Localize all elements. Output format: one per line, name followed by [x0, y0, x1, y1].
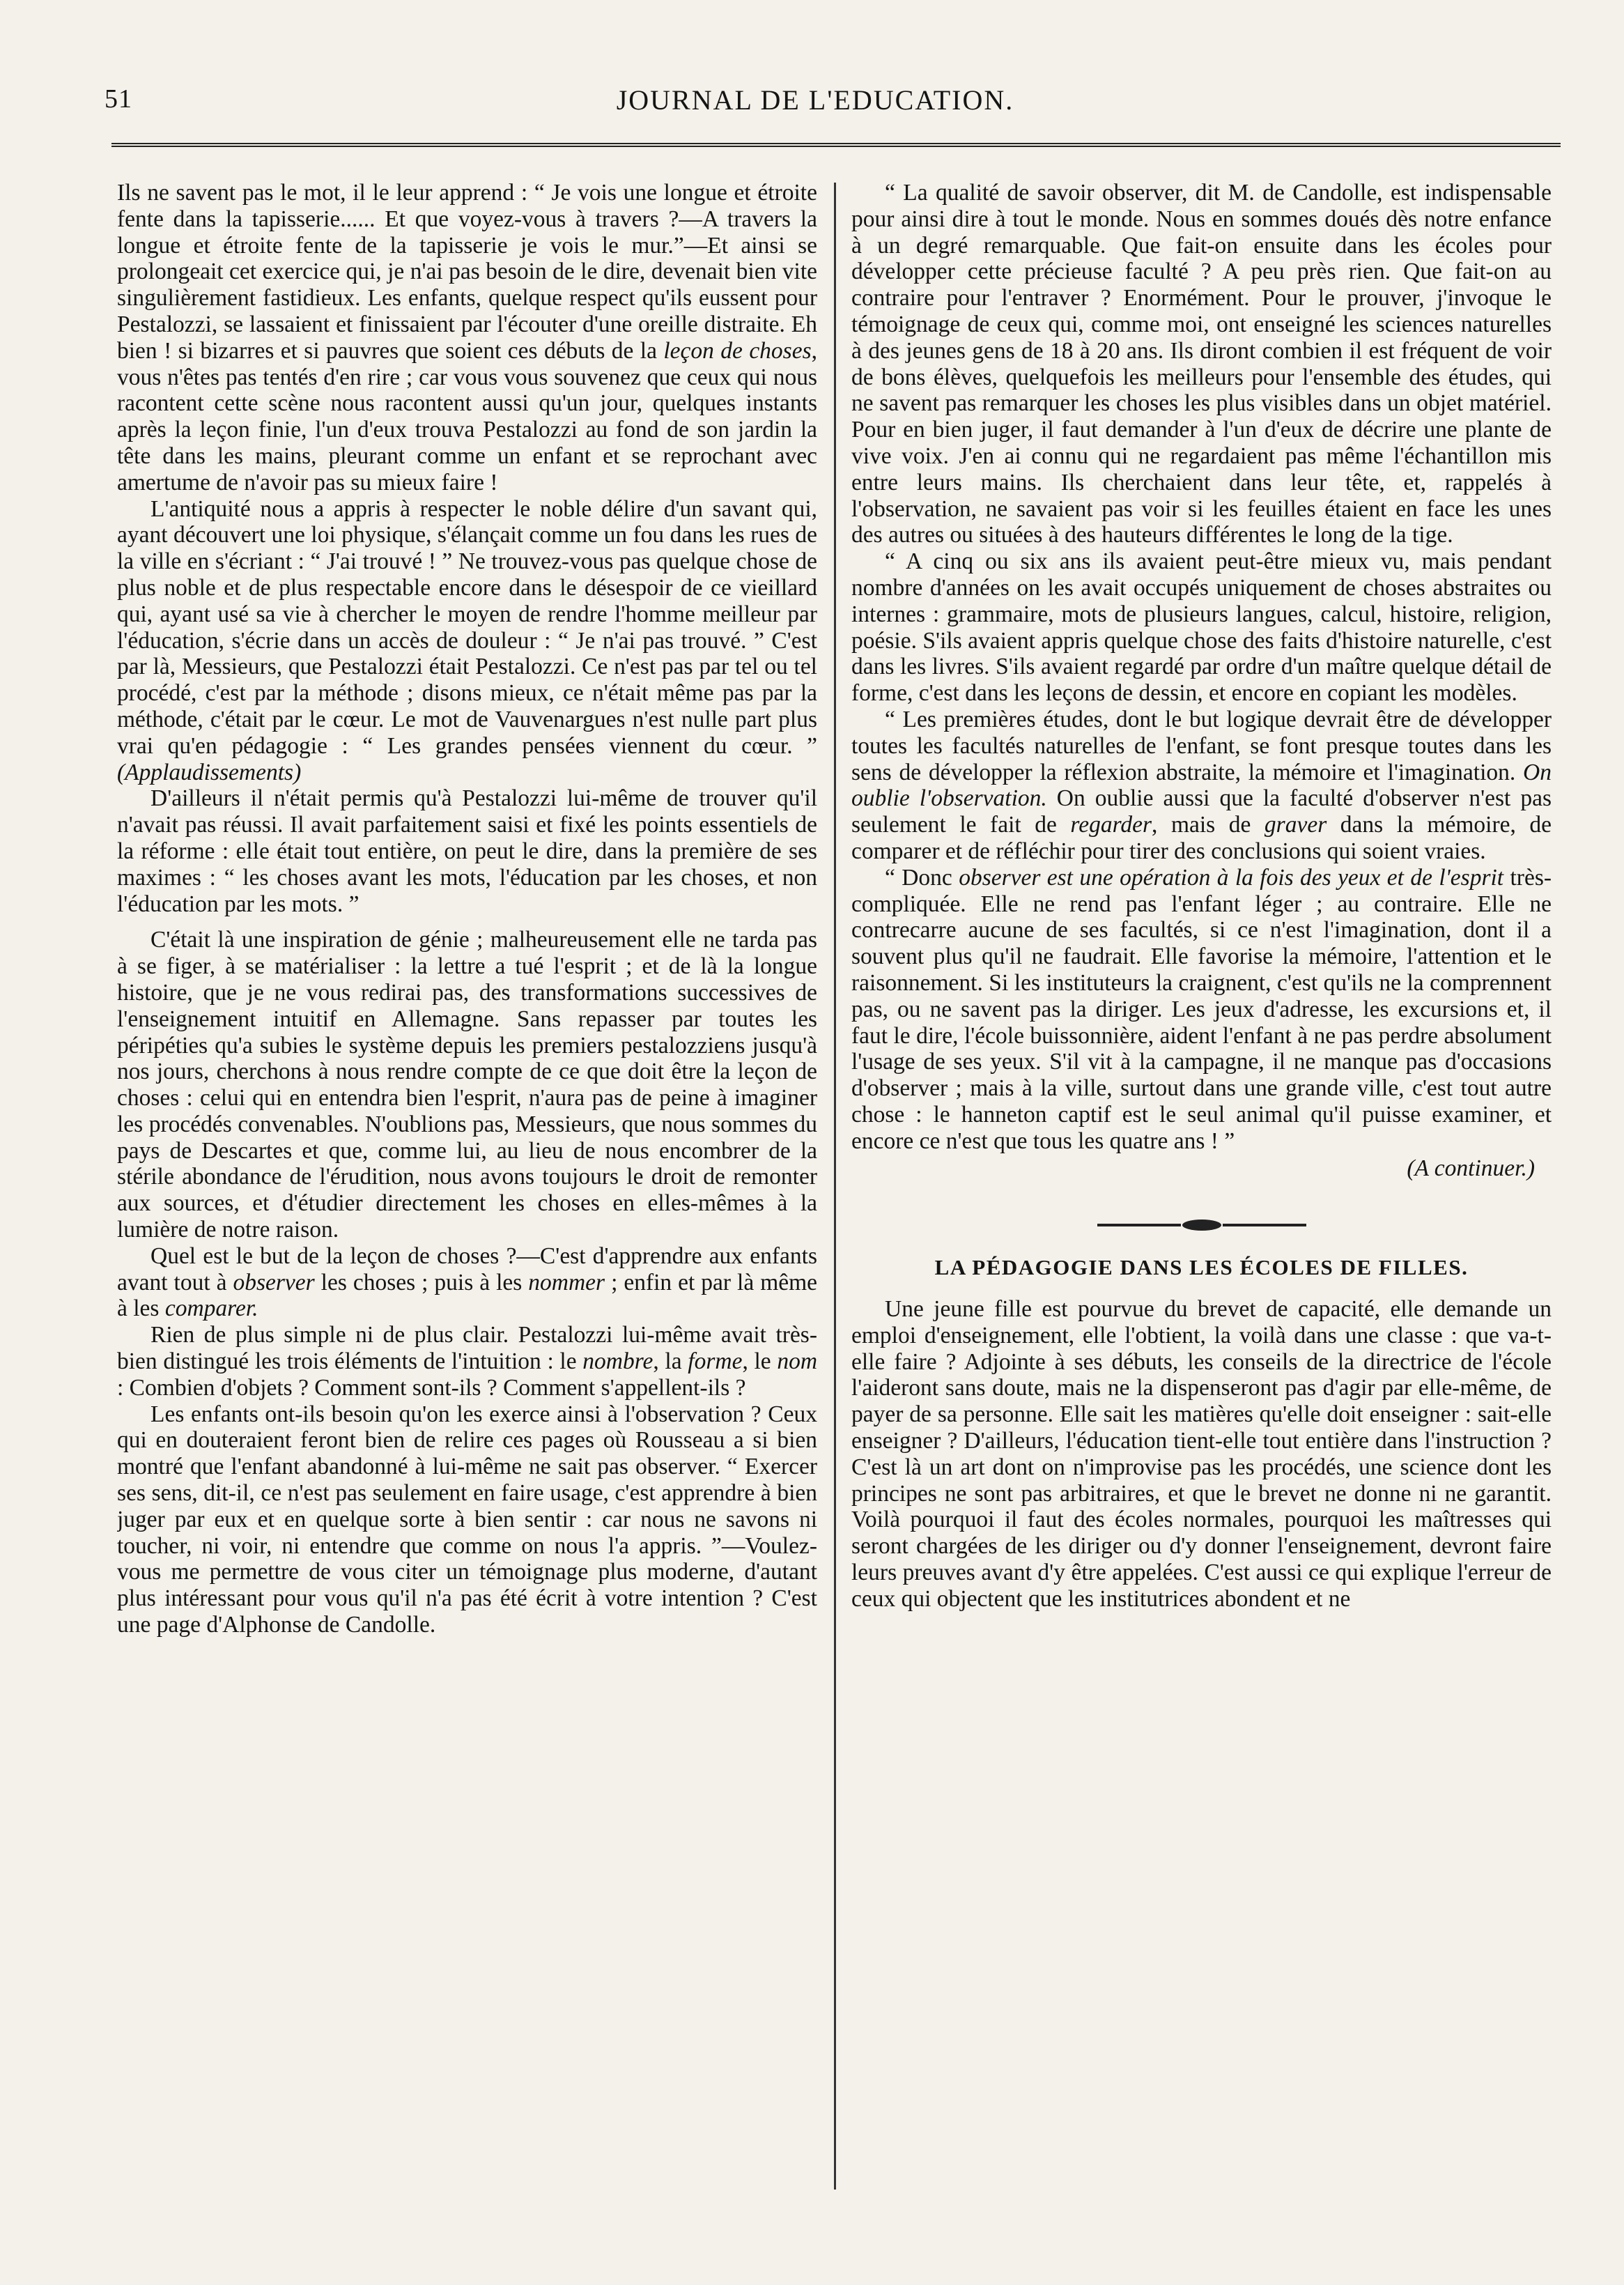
page-number: 51: [105, 84, 132, 114]
section-heading: LA PÉDAGOGIE DANS LES ÉCOLES DE FILLES.: [934, 1255, 1469, 1280]
ornament-center-mark: [1182, 1220, 1221, 1231]
left-paragraph-3: D'ailleurs il n'était permis qu'à Pestalozzi lui-même de trouver qu'il n'avait pas réussi. Il avait parfaitement saisi et fixé les points essentiels de la réforme : elle était tout entière, on peut le dire, dans la première de ses maximes : “ les choses avant les mots, l'éducation par les choses, et non l'éducation par les mots. ”: [117, 785, 817, 917]
column-rule: [834, 183, 836, 2190]
ornament-right-bar: [1223, 1224, 1306, 1226]
page-header: [105, 84, 1526, 125]
left-paragraph-6: Rien de plus simple ni de plus clair. Pestalozzi lui-même avait très-bien distingué les trois éléments de l'intuition : le nombre, la forme, le nom : Combien d'objets ? Comment sont-ils ? Comment s'appellent-ils ?: [117, 1322, 817, 1401]
right-column: [851, 180, 1552, 2242]
right-paragraph-4: “ Donc observer est une opération à la fois des yeux et de l'esprit très-compliquée. Elle ne rend pas l'enfant léger ; au contraire. Elle ne contrecarre aucune de ses facultés, si ce n'est l'imagination, dont il a souvent plus qu'il ne faudrait. Elle favorise la mémoire, l'attention et le raisonnement. Si les instituteurs la craignent, c'est qu'ils ne la comprennent pas, ou ne savent pas la diriger. Les jeux d'adresse, les excursions et, il faut le dire, l'école buissonnière, aident l'enfant à ne pas perdre absolument l'usage de ses yeux. S'il vit à la campagne, il ne manque pas d'occasions d'observer ; mais à la ville, surtout dans une grande ville, c'est tout autre chose : le hanneton captif est le seul animal qu'il puisse examiner, et encore ce n'est que tous les quatre ans ! ”: [851, 864, 1552, 1154]
running-title: JOURNAL DE L'EDUCATION.: [616, 84, 1014, 116]
left-paragraph-2: L'antiquité nous a appris à respecter le noble délire d'un savant qui, ayant découvert une loi physique, s'élançait comme un fou dans les rues de la ville en s'écriant : “ J'ai trouvé ! ” Ne trouvez-vous pas quelque chose de plus noble et de plus respectable encore dans le désespoir de ce vieillard qui, ayant usé sa vie à chercher le moyen de rendre l'homme meilleur par l'éducation, s'écrie dans un accès de douleur : “ Je n'ai pas trouvé. ” C'est par là, Messieurs, que Pestalozzi était Pestalozzi. Ce n'est pas par tel ou tel procédé, c'est par la méthode ; disons mieux, ce n'était même pas par la méthode, c'était par le cœur. Le mot de Vauvenargues n'est nulle part plus vrai qu'en pédagogie : “ Les grandes pensées viennent du cœur. ” (Applaudissements): [117, 495, 817, 785]
right-paragraph-3: “ Les premières études, dont le but logique devrait être de développer toutes les facultés naturelles de l'enfant, se font presque toutes dans les sens de développer la réflexion abstraite, la mémoire et l'imagination. On oublie l'observation. On oublie aussi que la faculté d'observer n'est pas seulement le fait de regarder, mais de graver dans la mémoire, de comparer et de réfléchir pour tirer des conclusions qui soient vraies.: [851, 706, 1552, 864]
continuation-note: (A continuer.): [1407, 1155, 1535, 1182]
ornament-left-bar: [1097, 1224, 1181, 1226]
right-paragraph-5: Une jeune fille est pourvue du brevet de capacité, elle demande un emploi d'enseignement, elle l'obtient, la voilà dans une classe : que va-t-elle faire ? Adjointe à ses débuts, les conseils de la directrice de l'école l'aideront sans doute, mais ne la dispenseront pas d'agir par elle-même, de payer de sa personne. Elle sait les matières qu'elle doit enseigner : sait-elle enseigner ? D'ailleurs, l'éducation tient-elle tout entière dans l'instruction ? C'est là un art dont on n'improvise pas les procédés, une science dont les principes ne sont pas arbitraires, et que le brevet ne donne ni ne garantit. Voilà pourquoi il faut des écoles normales, pourquoi les maîtresses qui seront chargées de les diriger ou d'y donner l'enseignement, devront faire leurs preuves avant d'y être appelées. C'est aussi ce qui explique l'erreur de ceux qui objectent que les institutrices abondent et ne: [851, 1296, 1552, 1612]
right-paragraph-1: “ La qualité de savoir observer, dit M. de Candolle, est indispensable pour ainsi dire à tout le monde. Nous en sommes doués dès notre enfance à un degré remarquable. Que fait-on ensuite dans les écoles pour développer cette précieuse faculté ? A peu près rien. Que fait-on au contraire pour l'entraver ? Enormément. Pour le prouver, j'invoque le témoignage de ceux qui, comme moi, ont enseigné les sciences naturelles à des jeunes gens de 18 à 20 ans. Ils diront combien il est fréquent de voir de bons élèves, quelquefois les meilleurs pour l'ensemble des études, qui ne savent pas remarquer les choses les plus visibles dans un objet matériel. Pour en bien juger, il faut demander à l'un d'eux de décrire une plante de vive voix. J'en ai connu qui ne regardaient pas même l'échantillon mis entre leurs mains. Ils cherchaient dans leur tête, et, rappelés à l'observation, ne savaient pas voir si les feuilles étaient en face les unes des autres ou situées à des hauteurs différentes le long de la tige.: [851, 180, 1552, 548]
right-paragraph-2: “ A cinq ou six ans ils avaient peut-être mieux vu, mais pendant nombre d'années on les avait occupés uniquement de choses abstraites ou internes : grammaire, mots de plusieurs langues, calcul, histoire, religion, poésie. S'ils avaient appris quelque chose des faits d'histoire naturelle, c'est dans les livres. S'ils avaient regardé par ordre d'un maître quelque détail de forme, c'est dans les leçons de dessin, et encore en copiant les modèles.: [851, 548, 1552, 707]
left-paragraph-5: Quel est le but de la leçon de choses ?—C'est d'apprendre aux enfants avant tout à observer les choses ; puis à les nommer ; enfin et par là même à les comparer.: [117, 1242, 817, 1322]
left-paragraph-7: Les enfants ont-ils besoin qu'on les exerce ainsi à l'observation ? Ceux qui en douteraient feront bien de relire ces pages où Rousseau a si bien montré que l'enfant abandonné à lui-même ne sait pas observer. “ Exercer ses sens, dit-il, ce n'est pas seulement en faire usage, c'est apprendre à bien juger par eux et en quelque sorte à bien sentir : car nous ne savons ni toucher, ni voir, ni entendre que comme on nous l'a appris. ”—Voulez-vous me permettre de vous citer un témoignage plus moderne, d'autant plus intéressant pour vous qu'il n'a pas été écrit à votre intention ? C'est une page d'Alphonse de Candolle.: [117, 1401, 817, 1638]
left-column: [117, 180, 817, 2242]
header-rule: [111, 143, 1561, 147]
section-ornament: [1097, 1220, 1306, 1231]
left-paragraph-4: C'était là une inspiration de génie ; malheureusement elle ne tarda pas à se figer, à se matérialiser : la lettre a tué l'esprit ; et de là la longue histoire, que je ne vous redirai pas, des transformations successives de l'enseignement intuitif en Allemagne. Sans repasser par toutes les péripéties qu'a subies le système depuis les premiers pestalozziens jusqu'à nos jours, cherchons à nous rendre compte de ce que doit être la leçon de choses : celui qui en entendra bien l'esprit, n'aura pas de peine à imaginer les procédés convenables. N'oublions pas, Messieurs, que nous sommes du pays de Descartes et que, comme lui, au lieu de nous encombrer de la stérile abondance de l'érudition, nous avons toujours le droit de remonter aux sources, et d'étudier directement les choses en elles-mêmes à la lumière de notre raison.: [117, 927, 817, 1243]
left-paragraph-1: Ils ne savent pas le mot, il le leur apprend : “ Je vois une longue et étroite fente dans la tapisserie...... Et que voyez-vous à travers ?—A travers la longue et étroite fente de la tapisserie je vois le mur.”—Et ainsi se prolongeait cet exercice qui, je n'ai pas besoin de le dire, devenait bien vite singulièrement fastidieux. Les enfants, quelque respect qu'ils eussent pour Pestalozzi, se lassaient et finissaient par l'écouter d'une oreille distraite. Eh bien ! si bizarres et si pauvres que soient ces débuts de la leçon de choses, vous n'êtes pas tentés d'en rire ; car vous vous souvenez que ceux qui nous racontent cette scène nous racontent aussi qu'un jour, quelques instants après la leçon finie, l'un d'eux trouva Pestalozzi au fond de son jardin la tête dans les mains, pleurant comme un enfant et se reprochant avec amertume de n'avoir pas su mieux faire !: [117, 180, 817, 495]
